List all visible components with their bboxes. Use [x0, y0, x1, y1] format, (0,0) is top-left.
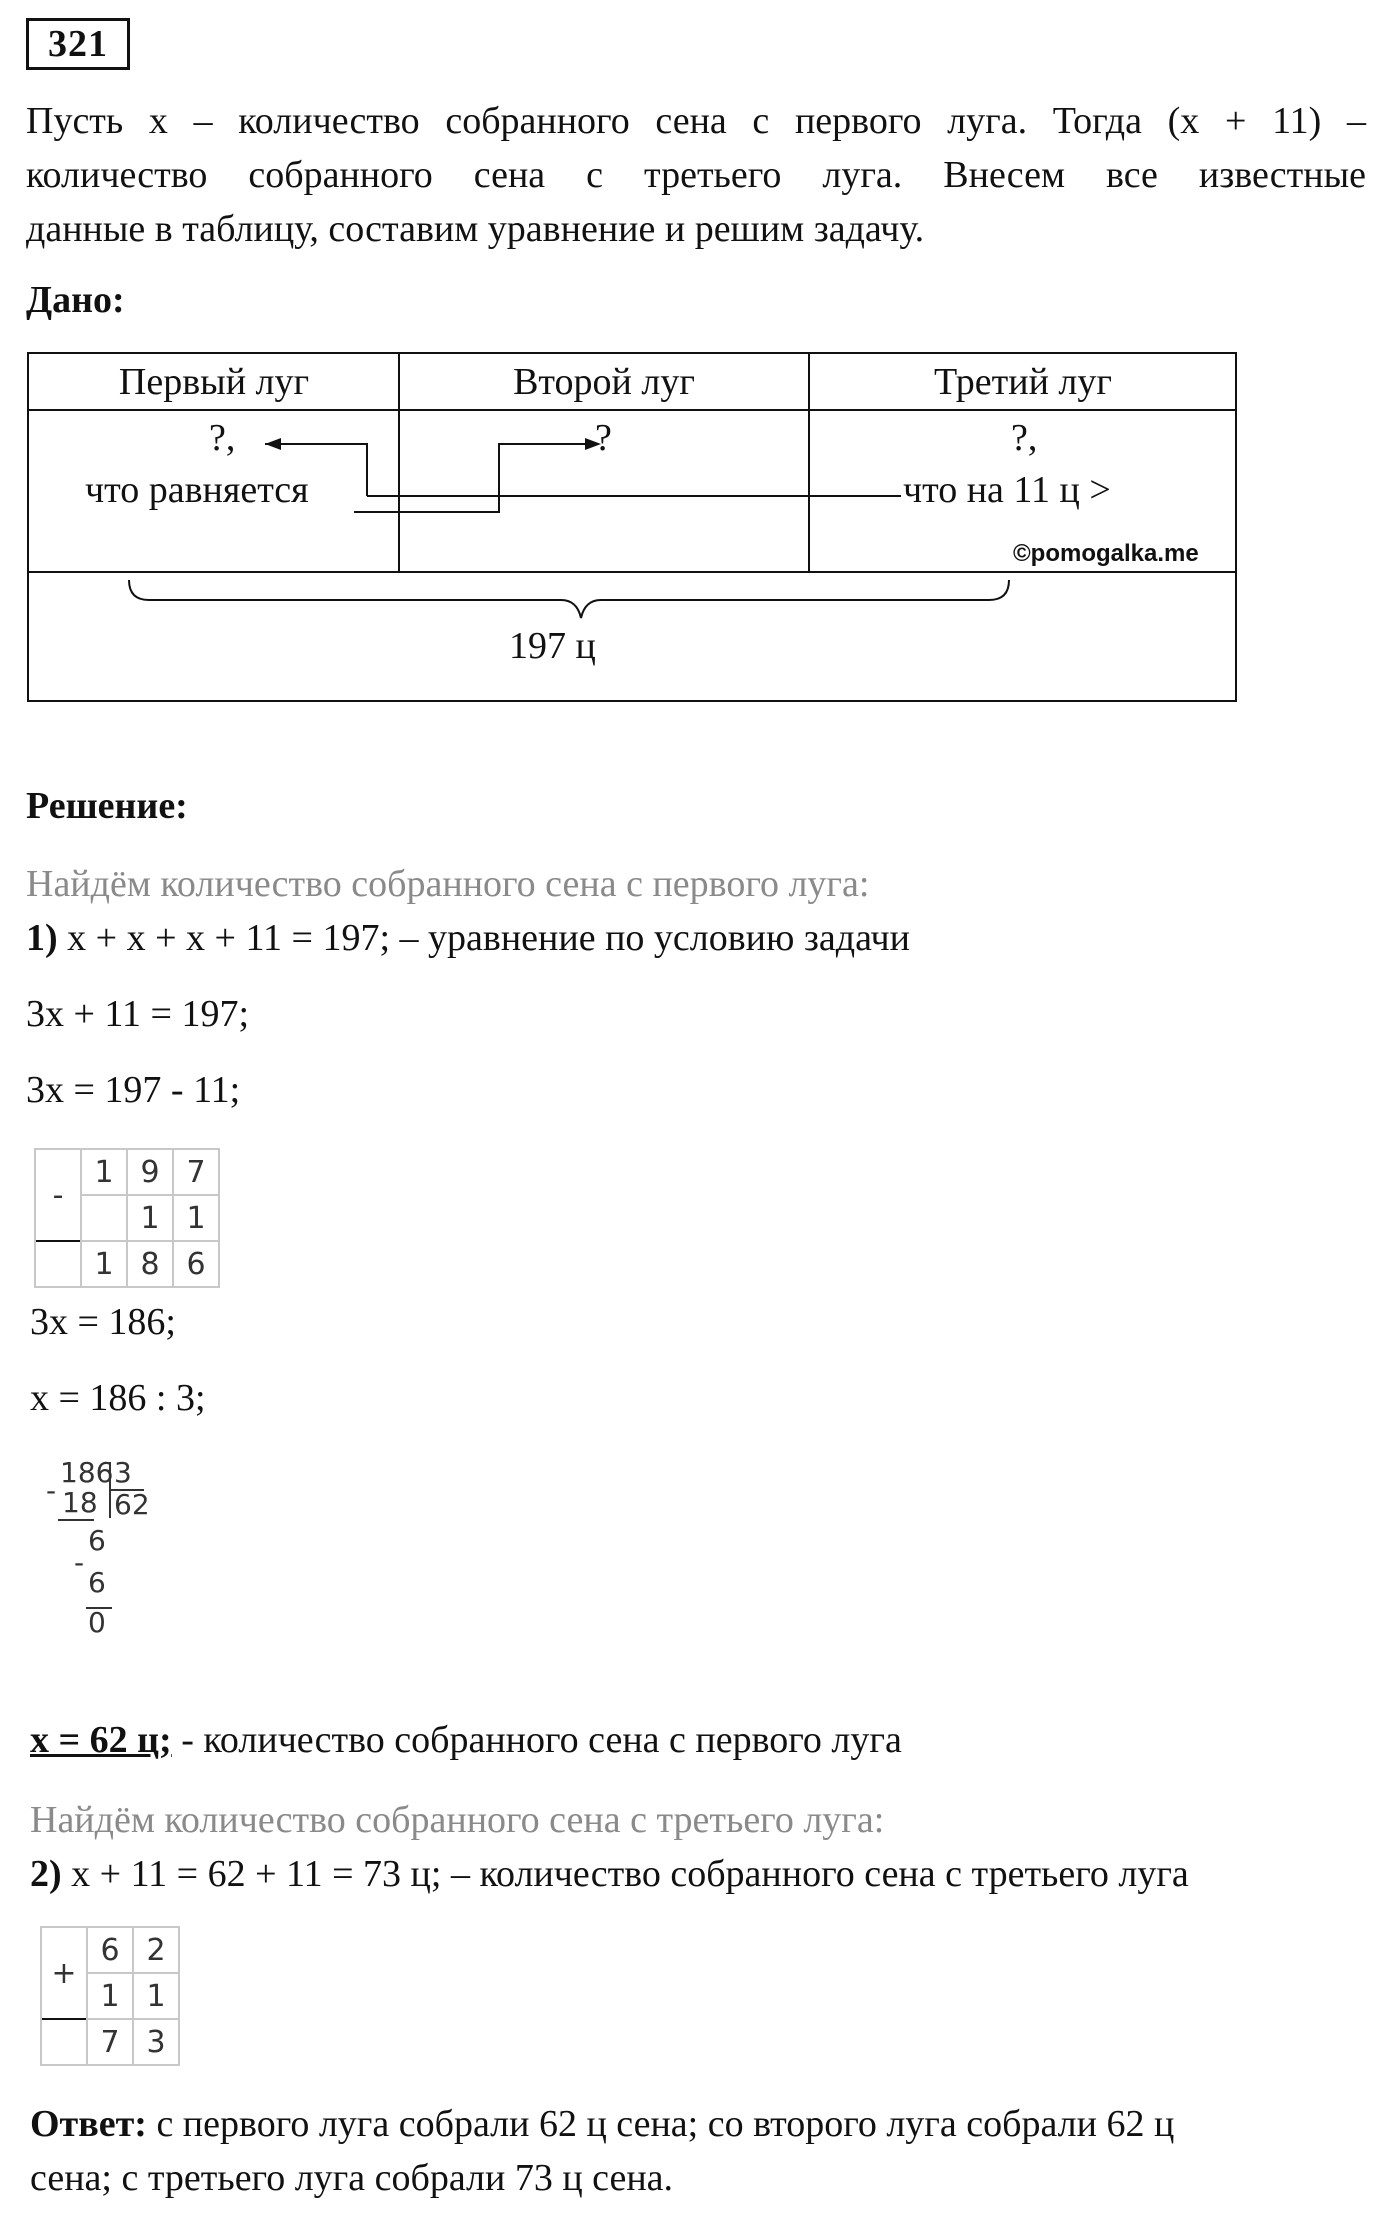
digit: 2 — [133, 1927, 179, 1973]
digit: 1 — [127, 1195, 173, 1241]
step2-equation-text: х + 11 = 62 + 11 = 73 ц; – количество собранного сена с третьего луга — [61, 1853, 1189, 1895]
addition-sign: + — [41, 1927, 87, 2019]
digit: 1 — [133, 1973, 179, 2019]
first-meadow-question: ?, — [209, 417, 236, 459]
remainder-2: 0 — [88, 1606, 106, 1639]
digit: 1 — [87, 1973, 133, 2019]
minus-sign: - — [46, 1474, 57, 1507]
column-second-meadow: Второй луг — [513, 361, 695, 403]
answer-line-1 — [30, 2100, 1174, 2149]
digit: 6 — [87, 1927, 133, 1973]
equation-4: 3х = 186; — [30, 1301, 176, 1343]
total-label: 197 ц — [509, 625, 596, 667]
given-table — [27, 352, 1237, 702]
solution-heading: Решение: — [26, 785, 188, 827]
result-1 — [30, 1716, 902, 1765]
digit — [81, 1195, 127, 1241]
intro-paragraph — [26, 94, 1366, 256]
digit: 1 — [173, 1195, 219, 1241]
given-table-lines — [29, 354, 1235, 700]
subtraction-sign: - — [35, 1149, 81, 1241]
digit: 1 — [81, 1149, 127, 1195]
column-subtraction — [34, 1148, 220, 1288]
first-meadow-note: что равняется — [85, 469, 309, 511]
equation-2: 3х + 11 = 197; — [26, 993, 250, 1035]
step2-equation — [30, 1850, 1189, 1899]
digit: 7 — [87, 2019, 133, 2065]
third-meadow-question: ?, — [1011, 417, 1038, 459]
step1-equation — [26, 914, 910, 963]
third-meadow-note: что на 11 ц > — [903, 469, 1111, 511]
step2-hint: Найдём количество собранного сена с третьего луга: — [30, 1799, 885, 1841]
step1-equation-text: х + х + х + 11 = 197; – уравнение по условию задачи — [57, 917, 910, 959]
column-third-meadow: Третий луг — [934, 361, 1112, 403]
result-1-text: - количество собранного сена с первого луга — [171, 1719, 902, 1761]
intro-line-2: количество собранного сена с третьего луга. Внесем все известные — [26, 154, 1366, 196]
equation-5: х = 186 : 3; — [30, 1377, 206, 1419]
column-first-meadow: Первый луг — [118, 361, 310, 403]
step1-number: 1) — [26, 917, 58, 959]
remainder-1: 6 — [88, 1524, 106, 1557]
digit: 1 — [81, 1241, 127, 1287]
step2-number: 2) — [30, 1853, 62, 1895]
divisor: 3 — [114, 1456, 132, 1489]
answer-text-1: с первого луга собрали 62 ц сена; со второго луга собрали 62 ц — [146, 2103, 1175, 2145]
watermark: ©pomogalka.me — [1013, 540, 1199, 567]
dividend: 186 — [60, 1456, 114, 1489]
given-heading: Дано: — [26, 279, 125, 321]
digit: 9 — [127, 1149, 173, 1195]
minus-sign: - — [74, 1546, 85, 1579]
second-meadow-question: ? — [595, 417, 612, 459]
digit: 7 — [173, 1149, 219, 1195]
subtrahend-2: 6 — [88, 1566, 106, 1599]
digit: 3 — [133, 2019, 179, 2065]
column-addition — [40, 1926, 180, 2066]
task-number: 321 — [26, 18, 130, 70]
equation-3: 3х = 197 - 11; — [26, 1069, 241, 1111]
digit: 8 — [127, 1241, 173, 1287]
intro-line-3: данные в таблицу, составим уравнение и решим задачу. — [26, 208, 925, 250]
result-1-value: х = 62 ц; — [30, 1719, 172, 1761]
subtrahend-1: 18 — [62, 1486, 98, 1519]
digit: 6 — [173, 1241, 219, 1287]
intro-line-1: Пусть х – количество собранного сена с первого луга. Тогда (х + 11) – — [26, 100, 1366, 142]
long-division — [40, 1456, 160, 1670]
quotient: 62 — [114, 1488, 150, 1521]
answer-line-2: сена; с третьего луга собрали 73 ц сена. — [30, 2157, 674, 2199]
answer-label: Ответ: — [30, 2103, 147, 2145]
step1-hint: Найдём количество собранного сена с первого луга: — [26, 863, 870, 905]
